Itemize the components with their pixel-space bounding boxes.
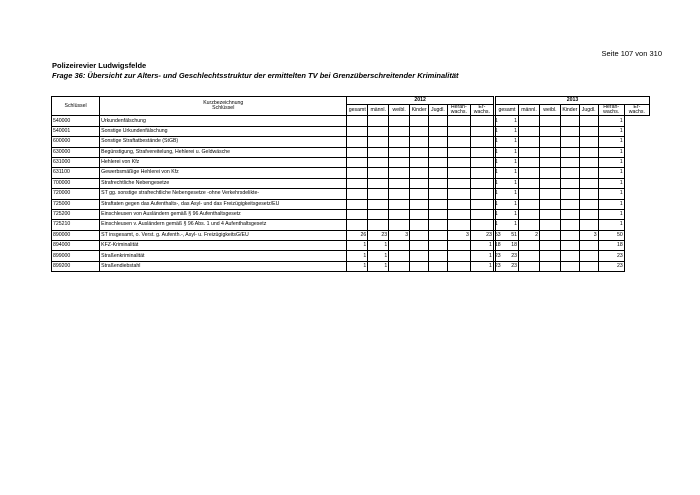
cell-v2013-3 [539, 178, 560, 188]
cell-v2012-0 [347, 116, 368, 126]
cell-v2012-5 [447, 126, 470, 136]
cell-v2013-4 [560, 241, 579, 251]
cell-v2013-5 [579, 126, 598, 136]
cell-v2013-2 [519, 178, 540, 188]
cell-v2013-0: 1 [493, 209, 495, 219]
cell-v2012-5 [447, 251, 470, 261]
header-v2013-col-6: Er-wachs. [624, 105, 649, 116]
cell-v2012-4 [428, 241, 447, 251]
cell-v2012-6 [470, 126, 493, 136]
cell-v2012-2 [389, 251, 410, 261]
row-description: Begünstigung, Strafvereitelung, Hehlerei u. Geldwäsche [100, 147, 347, 157]
cell-v2012-4 [428, 261, 447, 271]
cell-v2012-6 [470, 189, 493, 199]
cell-v2012-1 [368, 137, 389, 147]
cell-v2012-0 [347, 157, 368, 167]
cell-v2013-0: 1 [493, 199, 495, 209]
header-v2013-col-5: Heran-wachs. [598, 105, 624, 116]
cell-v2013-1: 1 [495, 199, 518, 209]
cell-v2012-1 [368, 189, 389, 199]
header-v2013-col-4: Jugdl. [579, 105, 598, 116]
cell-v2012-6 [470, 168, 493, 178]
cell-v2013-0: 1 [493, 126, 495, 136]
cell-v2013-3 [539, 147, 560, 157]
cell-v2013-2 [519, 189, 540, 199]
cell-v2013-2 [519, 157, 540, 167]
cell-v2013-0: 1 [493, 220, 495, 230]
cell-v2012-5 [447, 199, 470, 209]
table-row [52, 137, 650, 147]
cell-v2012-0 [347, 126, 368, 136]
cell-v2013-3 [539, 157, 560, 167]
cell-v2013-1: 1 [495, 116, 518, 126]
cell-v2013-0: 1 [493, 157, 495, 167]
cell-v2013-6: 1 [598, 178, 624, 188]
cell-v2012-2 [389, 147, 410, 157]
cell-v2012-2 [389, 157, 410, 167]
page-subtitle: Frage 36: Übersicht zur Alters- und Geschlechtsstruktur der ermittelten TV bei Grenzüberschreitender Kriminalität [52, 71, 459, 80]
cell-v2013-0: 1 [493, 189, 495, 199]
row-key: 725200 [52, 209, 100, 219]
cell-v2012-6 [470, 199, 493, 209]
row-description: Straßenkriminalität [100, 251, 347, 261]
table-row [52, 220, 650, 230]
cell-v2012-0: 1 [347, 261, 368, 271]
cell-v2013-2 [519, 261, 540, 271]
cell-v2012-4 [428, 126, 447, 136]
cell-v2013-0: 1 [493, 178, 495, 188]
cell-v2012-3 [410, 230, 429, 240]
cell-v2012-4 [428, 157, 447, 167]
cell-v2012-0 [347, 137, 368, 147]
cell-v2013-3 [539, 241, 560, 251]
cell-v2013-5 [579, 147, 598, 157]
cell-v2012-3 [410, 126, 429, 136]
cell-v2013-3 [539, 126, 560, 136]
cell-v2012-5 [447, 137, 470, 147]
cell-v2013-4 [560, 251, 579, 261]
cell-v2012-3 [410, 147, 429, 157]
row-key: 630000 [52, 147, 100, 157]
row-description: Einschleusen v. Ausländern gemäß § 96 Abs. 1 und 4 Aufenthaltsgesetz [100, 220, 347, 230]
cell-v2012-5 [447, 241, 470, 251]
page-title: Polizeirevier Ludwigsfelde [52, 61, 147, 70]
cell-v2013-2 [519, 241, 540, 251]
cell-v2012-6 [470, 137, 493, 147]
cell-v2013-5 [579, 199, 598, 209]
cell-v2013-1: 1 [495, 189, 518, 199]
cell-v2012-0: 26 [347, 230, 368, 240]
cell-v2013-0: 23 [493, 251, 495, 261]
cell-v2012-6 [470, 209, 493, 219]
cell-v2012-6 [470, 220, 493, 230]
cell-v2013-4 [560, 168, 579, 178]
cell-v2013-0: 23 [493, 261, 495, 271]
cell-v2013-6: 1 [598, 168, 624, 178]
cell-v2013-1: 1 [495, 220, 518, 230]
cell-v2012-0 [347, 147, 368, 157]
cell-v2012-4 [428, 168, 447, 178]
row-key: 700000 [52, 178, 100, 188]
cell-v2012-1 [368, 168, 389, 178]
cell-v2012-3 [410, 137, 429, 147]
cell-v2013-6: 1 [598, 116, 624, 126]
table-row [52, 178, 650, 188]
cell-v2013-6: 23 [598, 261, 624, 271]
cell-v2012-2 [389, 137, 410, 147]
table-row [52, 168, 650, 178]
cell-v2013-0: 1 [493, 137, 495, 147]
cell-v2013-0: 1 [493, 168, 495, 178]
cell-v2012-3 [410, 241, 429, 251]
row-description: Strafrechtliche Nebengesetze [100, 178, 347, 188]
cell-v2013-2 [519, 199, 540, 209]
cell-v2012-2 [389, 241, 410, 251]
row-key: 631000 [52, 157, 100, 167]
row-description: Urkundenfälschung [100, 116, 347, 126]
cell-v2012-4 [428, 116, 447, 126]
row-description: Sonstige Urkundenfälschung [100, 126, 347, 136]
table-row [52, 241, 650, 251]
cell-v2013-6: 50 [598, 230, 624, 240]
row-description: Straftaten gegen das Aufenthalts-, das Asyl- und das Freizügigkeitsgesetz/EU [100, 199, 347, 209]
table-row [52, 116, 650, 126]
row-key: 540000 [52, 116, 100, 126]
table-row [52, 189, 650, 199]
cell-v2012-2 [389, 209, 410, 219]
cell-v2013-1: 1 [495, 178, 518, 188]
table-row [52, 199, 650, 209]
cell-v2013-6: 1 [598, 157, 624, 167]
cell-v2013-1: 1 [495, 137, 518, 147]
cell-v2012-5 [447, 178, 470, 188]
cell-v2013-2 [519, 137, 540, 147]
cell-v2012-4 [428, 220, 447, 230]
cell-v2013-0: 1 [493, 147, 495, 157]
cell-v2012-6 [470, 116, 493, 126]
cell-v2012-3 [410, 157, 429, 167]
cell-v2013-2 [519, 116, 540, 126]
cell-v2013-1: 23 [495, 261, 518, 271]
cell-v2012-2: 3 [389, 230, 410, 240]
cell-v2012-0: 1 [347, 241, 368, 251]
cell-v2012-1 [368, 220, 389, 230]
row-description: ST gg. sonstige strafrechtliche Nebengesetze -ohne Verkehrsdelikte- [100, 189, 347, 199]
cell-v2013-4 [560, 178, 579, 188]
header-v2012-col-6: Er-wachs. [470, 105, 493, 116]
cell-v2013-0: 18 [493, 241, 495, 251]
cell-v2013-1: 1 [495, 126, 518, 136]
cell-v2012-4 [428, 137, 447, 147]
cell-v2012-5 [447, 189, 470, 199]
cell-v2012-4 [428, 251, 447, 261]
cell-v2012-2 [389, 126, 410, 136]
cell-v2012-5 [447, 168, 470, 178]
cell-v2012-5 [447, 220, 470, 230]
cell-v2012-1 [368, 178, 389, 188]
cell-v2013-1: 18 [495, 241, 518, 251]
cell-v2013-4 [560, 261, 579, 271]
cell-v2012-5 [447, 157, 470, 167]
row-description: Straßendiebstahl [100, 261, 347, 271]
cell-v2013-3 [539, 137, 560, 147]
cell-v2013-1: 1 [495, 147, 518, 157]
cell-v2013-2 [519, 126, 540, 136]
header-key: Schlüssel [52, 97, 100, 116]
cell-v2012-3 [410, 220, 429, 230]
cell-v2013-2 [519, 251, 540, 261]
header-v2012-col-1: männl. [368, 105, 389, 116]
cell-v2012-0 [347, 199, 368, 209]
cell-v2013-3 [539, 168, 560, 178]
cell-v2012-1 [368, 199, 389, 209]
header-year-2012: 2012 [347, 97, 494, 105]
table-row [52, 209, 650, 219]
cell-v2013-6: 1 [598, 189, 624, 199]
cell-v2012-0 [347, 220, 368, 230]
cell-v2012-1 [368, 209, 389, 219]
cell-v2013-0: 53 [493, 230, 495, 240]
cell-v2013-6: 1 [598, 209, 624, 219]
cell-v2013-5 [579, 137, 598, 147]
cell-v2012-4 [428, 230, 447, 240]
row-key: 631100 [52, 168, 100, 178]
cell-v2013-6: 1 [598, 137, 624, 147]
cell-v2012-0 [347, 209, 368, 219]
cell-v2012-3 [410, 189, 429, 199]
cell-v2013-5 [579, 209, 598, 219]
cell-v2012-3 [410, 251, 429, 261]
cell-v2013-2: 2 [519, 230, 540, 240]
cell-v2013-6: 18 [598, 241, 624, 251]
row-description: Sonstige Straftatbestände (StGB) [100, 137, 347, 147]
cell-v2013-3 [539, 116, 560, 126]
cell-v2013-5 [579, 241, 598, 251]
statistics-table [51, 96, 650, 272]
row-key: 725000 [52, 199, 100, 209]
cell-v2013-4 [560, 137, 579, 147]
cell-v2013-4 [560, 116, 579, 126]
cell-v2012-6: 1 [470, 261, 493, 271]
row-key: 899200 [52, 261, 100, 271]
cell-v2012-1: 23 [368, 230, 389, 240]
row-key: 540001 [52, 126, 100, 136]
cell-v2012-2 [389, 189, 410, 199]
cell-v2012-3 [410, 261, 429, 271]
row-description: KFZ-Kriminalität [100, 241, 347, 251]
header-v2013-col-1: männl. [519, 105, 540, 116]
cell-v2012-2 [389, 261, 410, 271]
cell-v2013-3 [539, 261, 560, 271]
cell-v2013-2 [519, 209, 540, 219]
cell-v2012-6: 1 [470, 241, 493, 251]
cell-v2013-4 [560, 199, 579, 209]
cell-v2013-4 [560, 147, 579, 157]
cell-v2012-5 [447, 261, 470, 271]
header-description [100, 97, 347, 116]
cell-v2013-1: 1 [495, 157, 518, 167]
cell-v2013-5 [579, 251, 598, 261]
row-description: Einschleusen von Ausländern gemäß § 96 Aufenthaltsgesetz [100, 209, 347, 219]
cell-v2013-1: 23 [495, 251, 518, 261]
cell-v2013-2 [519, 220, 540, 230]
row-key: 899000 [52, 251, 100, 261]
cell-v2012-3 [410, 116, 429, 126]
row-description: Gewerbsmäßige Hehlerei von Kfz [100, 168, 347, 178]
cell-v2013-6: 23 [598, 251, 624, 261]
row-key: 720000 [52, 189, 100, 199]
cell-v2013-3 [539, 189, 560, 199]
cell-v2013-5 [579, 168, 598, 178]
header-v2012-col-5: Heran-wachs. [447, 105, 470, 116]
cell-v2012-6 [470, 157, 493, 167]
cell-v2013-3 [539, 199, 560, 209]
cell-v2013-4 [560, 209, 579, 219]
cell-v2013-5 [579, 157, 598, 167]
row-description: Hehlerei von Kfz [100, 157, 347, 167]
row-key: 600000 [52, 137, 100, 147]
cell-v2012-1: 1 [368, 261, 389, 271]
cell-v2012-6: 1 [470, 251, 493, 261]
table-row [52, 126, 650, 136]
header-v2012-col-0: gesamt [347, 105, 368, 116]
cell-v2012-3 [410, 199, 429, 209]
table-row [52, 157, 650, 167]
cell-v2013-3 [539, 209, 560, 219]
cell-v2012-2 [389, 116, 410, 126]
cell-v2013-6: 1 [598, 126, 624, 136]
cell-v2012-2 [389, 168, 410, 178]
cell-v2012-5 [447, 147, 470, 157]
cell-v2013-4 [560, 157, 579, 167]
cell-v2012-4 [428, 178, 447, 188]
cell-v2012-1 [368, 157, 389, 167]
cell-v2013-0: 1 [493, 116, 495, 126]
cell-v2013-4 [560, 189, 579, 199]
cell-v2012-1: 1 [368, 241, 389, 251]
row-key: 894000 [52, 241, 100, 251]
table-row [52, 147, 650, 157]
cell-v2012-2 [389, 178, 410, 188]
header-v2012-col-4: Jugdl. [428, 105, 447, 116]
cell-v2013-4 [560, 220, 579, 230]
header-v2012-col-3: Kinder [410, 105, 429, 116]
cell-v2012-3 [410, 209, 429, 219]
cell-v2013-3 [539, 230, 560, 240]
cell-v2013-5 [579, 178, 598, 188]
cell-v2012-4 [428, 147, 447, 157]
header-year-2013: 2013 [495, 97, 649, 105]
header-description-line2: Schlüssel [212, 105, 235, 112]
cell-v2012-3 [410, 168, 429, 178]
cell-v2012-6 [470, 147, 493, 157]
cell-v2012-5: 3 [447, 230, 470, 240]
row-key: 725210 [52, 220, 100, 230]
table-row [52, 251, 650, 261]
cell-v2013-3 [539, 251, 560, 261]
cell-v2013-6: 1 [598, 220, 624, 230]
cell-v2012-4 [428, 189, 447, 199]
cell-v2012-0 [347, 178, 368, 188]
cell-v2012-0 [347, 189, 368, 199]
row-description: ST insgesamt, o. Verst. g. Aufenth.-, Asyl- u. FreizügigkeitsG/EU [100, 230, 347, 240]
cell-v2012-1 [368, 147, 389, 157]
cell-v2013-5 [579, 220, 598, 230]
cell-v2013-5 [579, 189, 598, 199]
cell-v2012-6 [470, 178, 493, 188]
header-v2012-col-2: weibl. [389, 105, 410, 116]
cell-v2013-5 [579, 116, 598, 126]
cell-v2013-2 [519, 168, 540, 178]
cell-v2012-6: 23 [470, 230, 493, 240]
header-v2013-col-3: Kinder [560, 105, 579, 116]
cell-v2013-1: 1 [495, 209, 518, 219]
cell-v2013-1: 1 [495, 168, 518, 178]
cell-v2013-4 [560, 230, 579, 240]
cell-v2012-1 [368, 126, 389, 136]
cell-v2012-2 [389, 199, 410, 209]
cell-v2013-5: 3 [579, 230, 598, 240]
cell-v2012-2 [389, 220, 410, 230]
row-key: 890000 [52, 230, 100, 240]
header-description-line1: Kurzbezeichnung [203, 100, 244, 106]
header-v2013-col-2: weibl. [539, 105, 560, 116]
cell-v2013-6: 1 [598, 199, 624, 209]
cell-v2013-2 [519, 147, 540, 157]
cell-v2012-0 [347, 168, 368, 178]
cell-v2013-1: 51 [495, 230, 518, 240]
cell-v2013-3 [539, 220, 560, 230]
cell-v2012-5 [447, 116, 470, 126]
cell-v2012-3 [410, 178, 429, 188]
cell-v2012-4 [428, 209, 447, 219]
page-number: Seite 107 von 310 [601, 49, 662, 58]
cell-v2012-0: 1 [347, 251, 368, 261]
cell-v2012-4 [428, 199, 447, 209]
cell-v2012-5 [447, 209, 470, 219]
cell-v2012-1: 1 [368, 251, 389, 261]
header-v2013-col-0: gesamt [495, 105, 518, 116]
table-row [52, 261, 650, 271]
cell-v2012-1 [368, 116, 389, 126]
cell-v2013-6: 1 [598, 147, 624, 157]
table-row [52, 230, 650, 240]
cell-v2013-4 [560, 126, 579, 136]
cell-v2013-5 [579, 261, 598, 271]
